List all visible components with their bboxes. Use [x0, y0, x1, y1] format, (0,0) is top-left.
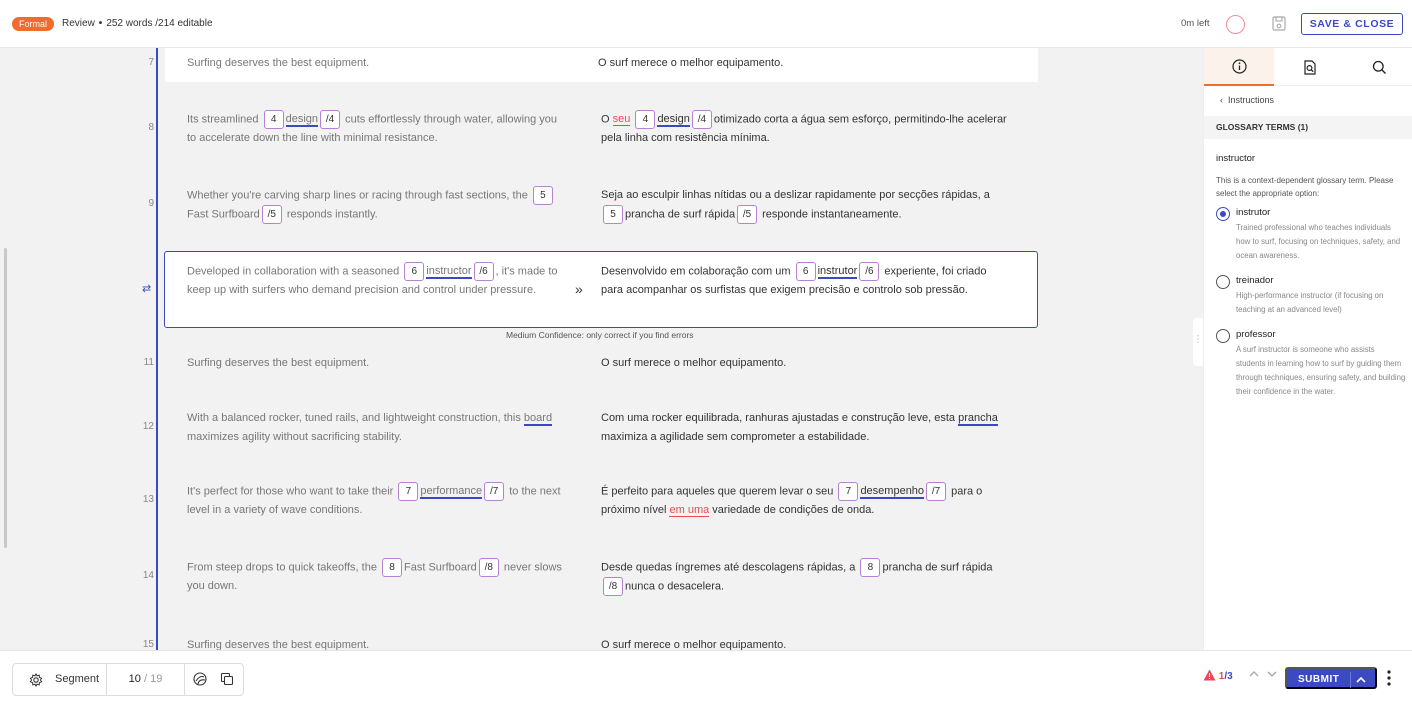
- tag-close[interactable]: /8: [603, 577, 623, 596]
- text-run: para o próximo nível: [601, 485, 983, 517]
- error-highlight[interactable]: em uma: [669, 504, 710, 517]
- glossary-term[interactable]: instrutor: [817, 265, 858, 278]
- time-left: 0m left: [1181, 18, 1210, 29]
- text-run: Seja ao esculpir linhas nítidas ou a deslizar rapidamente por secções rápidas, a: [601, 189, 990, 201]
- option-description: A surf instructor is someone who assists students in learning how to surf by guiding them through techniques, ensuring safety, and building their confidence in the water.: [1236, 345, 1406, 396]
- text-run: Com uma rocker equilibrada, ranhuras ajustadas e construção leve, esta: [601, 412, 956, 424]
- target-text[interactable]: [601, 558, 1011, 597]
- glossary-term[interactable]: prancha: [958, 412, 998, 424]
- tab-search[interactable]: [1344, 48, 1412, 86]
- target-text[interactable]: [601, 186, 1011, 224]
- target-text[interactable]: [601, 482, 1011, 520]
- text-run: Its streamlined: [187, 113, 259, 126]
- glossary-term-title: instructor: [1216, 153, 1256, 164]
- text-run: never slows you down.: [187, 561, 562, 593]
- text-run: responde instantaneamente.: [762, 208, 902, 221]
- source-text: Surfing deserves the best equipment.: [187, 57, 370, 69]
- editor-area: [0, 48, 1203, 650]
- chevron-down-icon[interactable]: [1266, 668, 1278, 680]
- mode-label: Review: [62, 18, 95, 29]
- text-run: O: [601, 113, 610, 126]
- tagged-text: Fast Surfboard: [404, 561, 477, 574]
- breadcrumb[interactable]: [1220, 95, 1274, 105]
- text-run: With a balanced rocker, tuned rails, and lightweight construction, this: [187, 412, 521, 424]
- source-text: [187, 186, 567, 225]
- tag-open[interactable]: 5: [603, 205, 623, 224]
- segment-number: 9: [148, 198, 154, 209]
- target-text[interactable]: [601, 409, 1011, 447]
- source-text: [187, 110, 567, 148]
- copy-source-icon[interactable]: »: [575, 281, 583, 297]
- job-title: Review • 252 words /214 editable: [62, 18, 213, 29]
- tone-badge: Formal: [12, 17, 54, 31]
- save-close-button[interactable]: SAVE & CLOSE: [1301, 13, 1403, 35]
- segment-number: 15: [142, 639, 154, 650]
- chevron-up-icon[interactable]: [1248, 668, 1260, 680]
- errors-current: 1: [1218, 671, 1225, 682]
- tab-document-search[interactable]: [1274, 48, 1344, 86]
- search-icon: [1372, 60, 1387, 75]
- warning-icon: [1203, 669, 1216, 681]
- text-run: cuts effortlessly through water, allowing you to accelerate down the line with minimal resistance.: [187, 113, 558, 145]
- palette-icon[interactable]: [193, 672, 207, 686]
- text-run: nunca o desacelera.: [625, 580, 725, 593]
- copy-icon[interactable]: [220, 672, 234, 686]
- document-search-icon: [1302, 60, 1317, 75]
- tag-close[interactable]: /6: [474, 262, 494, 281]
- text-run: otimizado corta a água sem esforço, permitindo-lhe acelerar pela linha com resistência mínima.: [601, 113, 1007, 145]
- text-run: Desenvolvido em colaboração com um: [601, 265, 791, 278]
- tag-close[interactable]: /5: [737, 205, 757, 224]
- tag-open[interactable]: 6: [404, 262, 424, 281]
- glossary-term[interactable]: performance: [420, 485, 483, 498]
- segment-number: 7: [148, 57, 154, 68]
- option-description: High-performance instructor (if focusing on teaching at an advanced level): [1236, 291, 1384, 314]
- confidence-note: Medium Confidence: only correct if you find errors: [506, 330, 694, 340]
- errors-total: 3: [1227, 671, 1233, 682]
- text-run: It's perfect for those who want to take their: [187, 485, 394, 498]
- tag-close[interactable]: /6: [859, 262, 879, 281]
- error-counter[interactable]: 1/3: [1203, 669, 1233, 682]
- option-label: treinador: [1236, 275, 1274, 286]
- text-run: Developed in collaboration with a seasoned: [187, 265, 400, 278]
- target-text[interactable]: O surf merece o melhor equipamento.: [598, 57, 784, 69]
- target-text[interactable]: O surf merece o melhor equipamento.: [601, 639, 787, 650]
- glossary-term[interactable]: desempenho: [860, 485, 925, 498]
- tag-open[interactable]: 8: [860, 558, 880, 577]
- segment-navigator: [12, 663, 244, 696]
- chevron-up-icon[interactable]: [1355, 674, 1367, 686]
- segment-number: 11: [143, 357, 154, 368]
- word-stats: 252 words /214 editable: [106, 18, 213, 29]
- segment-number: 14: [142, 570, 154, 581]
- glossary-header: GLOSSARY TERMS (1): [1204, 116, 1412, 139]
- tag-open[interactable]: 6: [796, 262, 816, 281]
- text-run: experiente, foi criado para acompanhar os surfistas que exigem precisão e controlo sob pressão.: [601, 265, 987, 297]
- glossary-term[interactable]: board: [523, 412, 553, 424]
- text-run: From steep drops to quick takeoffs, the: [187, 561, 377, 574]
- tag-open[interactable]: 5: [533, 186, 553, 205]
- swap-icon[interactable]: ⇄: [142, 283, 152, 295]
- source-text: [187, 482, 567, 520]
- radio-selected[interactable]: [1216, 207, 1230, 221]
- target-input[interactable]: [601, 262, 1011, 300]
- glossary-term[interactable]: design: [657, 113, 690, 126]
- text-run: Whether you're carving sharp lines or racing through fast sections, the: [187, 189, 528, 202]
- more-options-icon[interactable]: [1385, 668, 1393, 688]
- chevron-left-icon: ‹: [1220, 95, 1223, 105]
- right-panel: [1203, 48, 1412, 650]
- tag-close[interactable]: /8: [479, 558, 499, 577]
- bottom-bar: [0, 650, 1412, 707]
- tag-open[interactable]: 4: [264, 110, 284, 129]
- text-run: responds instantly.: [286, 208, 378, 221]
- radio-unselected[interactable]: [1216, 275, 1230, 289]
- option-description: Trained professional who teaches individuals how to surf, focusing on techniques, safety, and ocean awareness.: [1236, 223, 1401, 260]
- glossary-description: This is a context-dependent glossary term. Please select the appropriate option:: [1216, 176, 1394, 198]
- tagged-text: prancha de surf rápida: [882, 561, 993, 574]
- text-run: to the next level in a variety of wave conditions.: [187, 485, 561, 517]
- tag-open[interactable]: 8: [382, 558, 402, 577]
- segment-number: 12: [142, 421, 154, 432]
- text-run: maximiza a agilidade sem comprometer a estabilidade.: [601, 431, 870, 443]
- segment-current: 10: [128, 673, 141, 685]
- segment-number: 13: [142, 494, 154, 505]
- option-label: professor: [1236, 329, 1276, 340]
- text-run: variedade de condições de onda.: [712, 504, 875, 517]
- source-text: [187, 262, 567, 300]
- segment-number: 8: [148, 122, 154, 133]
- target-text[interactable]: [601, 110, 1011, 148]
- segment-number-input[interactable]: 10 / 19: [106, 664, 185, 695]
- text-run: maximizes agility without sacrificing stability.: [187, 431, 402, 443]
- glossary-term[interactable]: design: [285, 113, 319, 126]
- text-run: É perfeito para aqueles que querem levar o seu: [601, 485, 834, 498]
- submit-label: SUBMIT: [1298, 674, 1340, 685]
- breadcrumb-label: Instructions: [1228, 95, 1275, 105]
- gear-icon[interactable]: [29, 673, 43, 687]
- tagged-text: Fast Surfboard: [187, 208, 260, 221]
- source-text: [187, 409, 567, 447]
- tag-close[interactable]: /4: [320, 110, 340, 129]
- radio-unselected[interactable]: [1216, 329, 1230, 343]
- panel-tabs: [1204, 48, 1412, 86]
- timer-ring-icon: [1226, 15, 1245, 34]
- tag-close[interactable]: /7: [484, 482, 504, 501]
- editor-scrollbar[interactable]: [4, 248, 7, 548]
- submit-button[interactable]: [1285, 667, 1377, 689]
- save-icon[interactable]: [1272, 16, 1286, 31]
- segment-total: 19: [150, 673, 163, 685]
- top-bar: [0, 0, 1412, 48]
- info-icon: [1232, 59, 1247, 74]
- segment-guide-line: [156, 48, 158, 650]
- tag-close[interactable]: /7: [926, 482, 946, 501]
- source-text: Surfing deserves the best equipment.: [187, 639, 370, 650]
- tag-open[interactable]: 4: [635, 110, 655, 129]
- target-text[interactable]: O surf merece o melhor equipamento.: [601, 357, 787, 369]
- text-run: , it's made to keep up with surfers who demand precision and control under pressure.: [187, 265, 558, 297]
- tag-close[interactable]: /4: [692, 110, 712, 129]
- tab-info[interactable]: [1204, 48, 1274, 86]
- tag-open[interactable]: 7: [398, 482, 418, 501]
- text-run: Desde quedas íngremes até descolagens rápidas, a: [601, 561, 856, 574]
- glossary-term[interactable]: instructor: [426, 265, 472, 278]
- tagged-text: prancha de surf rápida: [625, 208, 736, 221]
- option-label: instrutor: [1236, 207, 1271, 218]
- tag-open[interactable]: 7: [838, 482, 858, 501]
- segment-label: Segment: [55, 673, 100, 685]
- source-text: [187, 558, 567, 596]
- panel-resize-handle[interactable]: ⋮: [1193, 318, 1203, 366]
- error-highlight[interactable]: seu: [612, 113, 631, 126]
- source-text: Surfing deserves the best equipment.: [187, 357, 370, 369]
- tag-close[interactable]: /5: [262, 205, 282, 224]
